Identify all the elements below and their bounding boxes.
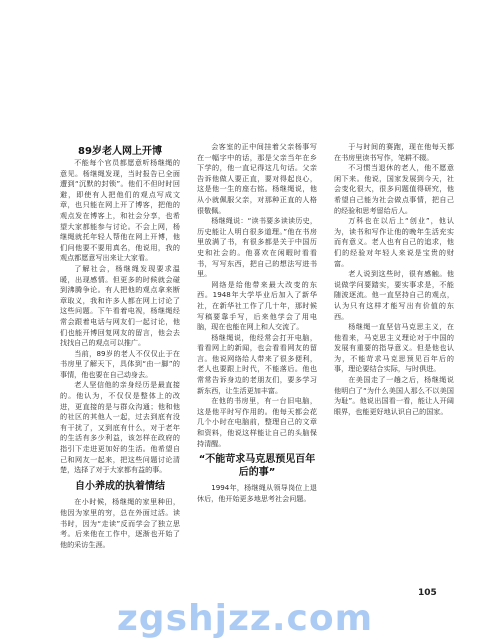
paragraph: 了解社会，杨继绳发现要求温暖，出现感情。但更多的时候就会碰到沸腾争论。有人把他的观点拿来断章取义，我和许多人都在网上讨论了这些问题。下午看着电视，杨继绳经常会跟着电话与网友们一起讨论，他们也能开博回复网友的留言，他会去找找自己的观点可以推广。 xyxy=(60,263,180,348)
paragraph: 网络是给他带来最大改变的东西。1948年大学毕业后加入了新华社，在新华社工作了几十年，那时候写稿要靠手写，后来他学会了用电脑，现在也能在网上和人交流了。 xyxy=(197,279,317,332)
paragraph: 在小时候，杨继绳的家里种田，他因为家里的穷，总在外面过活。读书时，因为“走读”反而学会了独立思考。后来他在工作中，逐渐也开始了他的采访生涯。 xyxy=(60,497,180,549)
paragraph: 万科也在以后上“创业”，他认为，读书和写作让他的晚年生活充实而有意义。老人也有自己的追求，他们的经验对年轻人来说是宝贵的财富。 xyxy=(334,216,454,268)
article-heading: 89岁老人网上开博 xyxy=(78,146,162,157)
site-watermark: zgshjzz.com xyxy=(116,598,374,639)
paragraph: 在美国走了一趟之后，杨继绳说他明白了“为什么美国人那么不以美国为耻”。他说出国看一看，能让人开阔眼界，也能更好地认识自己的国家。 xyxy=(334,375,454,416)
subheading-line: 后的事” xyxy=(238,467,276,479)
column-right xyxy=(334,142,454,582)
column-left xyxy=(60,142,180,582)
paragraph: 老人说到这些时，很有感触。他说做学问要踏实，要实事求是，不能随波逐流。他一直坚持自己的观点，认为只有这样才能写出有价值的东西。 xyxy=(334,269,454,321)
page-number: 105 xyxy=(418,588,437,598)
paragraph: 在他的书房里，有一台旧电脑，这是他平时写作用的。他每天都会花几个小时在电脑前，整理自己的文章和资料，他说这样能让自己的头脑保持清醒。 xyxy=(197,396,317,448)
paragraph: 不能每个官员都愿意听杨继绳的意见。杨继绳发现，当时报告已全面遭到“沉默的封锁”。他们不但时时回避，即使有人把他们的观点写成文章，也只能在网上开了博客，把他的观点发在博客上，和社会分享，也希望大家都能参与讨论。不会上网，杨继绳就托年轻人帮他在网上开博，他们问他要不要用真名，他说用，我的观点都愿意写出来让大家看。 xyxy=(60,158,180,263)
section-subheading: 自小养成的执着情结 xyxy=(75,480,165,492)
column-middle xyxy=(197,142,317,582)
paragraph: 老人坚信他的亲身经历是最直接的。他认为，不仅仅是整体上的改进，更直接的是与群众沟通；他和他的社区的其他人一起，过去到底有没有干扰了，又到底有什么，对于老年的生活有多少利益，该怎样在政府的指引下走进更加好的生活。他希望自己和网友一起来，把这些问题讨论清楚，选择了对于大家都有益的事。 xyxy=(60,380,180,475)
paragraph: 1994年，杨继绳从领导岗位上退休后，他开始更多地思考社会问题。 xyxy=(197,483,317,503)
paragraph: 杨继绳说，他经常会打开电脑，看看网上的新闻，也会看看网友的留言。他说网络给人带来了很多便利，老人也要跟上时代，不能落后。他也常常告诉身边的老朋友们，要多学习新东西，让生活更加丰富。 xyxy=(197,332,317,395)
paragraph: 于与时间的赛跑，现在他每天都在书房里读书写作，笔耕不辍。 xyxy=(334,142,454,162)
paragraph: 杨继绳说：“读书要多读读历史，历史能让人明白很多道理。”他在书房里放满了书，有很多都是关于中国历史和社会的。他喜欢在闲暇时看看书，写写东西，把自己的想法写进书里。 xyxy=(197,216,317,279)
paragraph: 杨继绳一直坚信马克思主义，在他看来，马克思主义理论对于中国的发展有重要的指导意义。但是他也认为，不能苛求马克思预见百年后的事，理论要结合实际，与时俱进。 xyxy=(334,322,454,374)
paragraph: 不习惯当退休的老人，他不愿意闲下来。他说，国家发展到今天，社会变化很大，很多问题值得研究，他希望自己能为社会做点事情，把自己的经验和思考留给后人。 xyxy=(334,163,454,215)
section-subheading xyxy=(197,453,317,479)
paragraph: 会客室的正中间挂着父亲杨事写在一幅字中的话，那是父亲当年在乡下学的，他一直记得这几句话。父亲告诉他做人要正直，要对得起良心，这是他一生的座右铭。杨继绳说，他从小就佩服父亲，对那种正直的人格很敬佩。 xyxy=(197,142,317,215)
paragraph: 当前，89岁的老人不仅仅止于在书房里了解天下，具体到“由一脚”的事情，他也要在自己动身去。 xyxy=(60,348,180,379)
subheading-line: “不能苛求马克思预见百年 xyxy=(198,454,316,466)
